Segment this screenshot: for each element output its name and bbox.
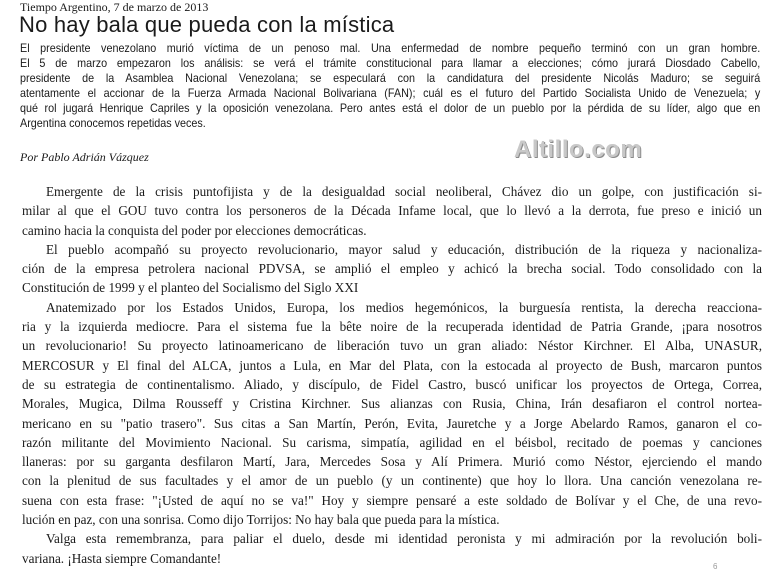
body-line: Valga esta remembranza, para paliar el duelo, desde mi identidad peronista y mi admiración por la revolución boli-	[46, 531, 762, 547]
body-line: llaneras: por su garganta desfilaron Martí, Jara, Mercedes Sosa y Alí Primera. Murió como Néstor, ejerciendo el mando	[22, 454, 762, 470]
article-title: No hay bala que pueda con la mística	[19, 12, 395, 37]
lede-line: El presidente venezolano murió víctima de un penoso mal. Una enfermedad de nombre pequeño terminó con un gran hombre.	[20, 42, 761, 55]
lede-line: atentamente el accionar de la Fuerza Armada Nacional Bolivariana (FAN); cuál es el futuro del Partido Socialista Unido de Venezuela; y	[20, 87, 761, 100]
body-line: ria y la izquierda mediocre. Para el sistema fue la bête noire de la recuperada identidad de Patria Grande, ¡para nosotros	[22, 319, 762, 335]
body-line: Constitución de 1999 y el planteo del Socialismo del Siglo XXI	[22, 280, 359, 296]
article-lede	[20, 41, 760, 131]
body-line: variana. ¡Hasta siempre Comandante!	[22, 550, 222, 566]
body-line: razón militante del Movimiento Nacional. Su carisma, simpatía, agilidad en el béisbol, recitado de poemas y canciones	[22, 434, 762, 450]
page-mark: 6	[713, 562, 718, 571]
body-line: lución en paz, con una sonrisa. Como dijo Torrijos: No hay bala que pueda para la mística.	[22, 512, 500, 528]
lede-line: Argentina conocemos repetidas veces.	[20, 117, 206, 130]
byline: Por Pablo Adrián Vázquez	[20, 150, 149, 164]
lede-line: qué rol jugará Henrique Capriles y la oposición venezolana. Pero antes está el dolor de un pueblo por la pérdida de su líder, algo que en	[20, 102, 761, 115]
body-line: un revolucionario! Su proyecto latinoamericano de liberación tuvo un gran aliado: Néstor Kirchner. El Alba, UNASUR,	[22, 338, 762, 354]
lede-line: El 5 de marzo empezaron los análisis: se verá el trámite constitucional para llamar a elecciones; cómo jurará Diosdado Cabello,	[20, 57, 761, 70]
body-line: camino hacia la conquista del poder por elecciones democráticas.	[22, 222, 367, 238]
body-line: de su estrategia de continentalismo. Aliado, y discípulo, de Fidel Castro, buscó unificar los proyectos de Ortega, Correa,	[22, 376, 762, 392]
body-line: ción de la empresa petrolera nacional PDVSA, se amplió el empleo y achicó la brecha social. Todo consolidado con la	[22, 261, 762, 277]
body-line: milar al que el GOU tuvo contra los personeros de la Década Infame local, que lo llevó a la derrota, fue preso e inició un	[22, 203, 762, 219]
body-line: MERCOSUR y El final del ALCA, juntos a Lula, en Mar del Plata, con la estocada al proyecto de Bush, marcaron puntos	[22, 357, 762, 373]
article-body	[22, 182, 762, 568]
body-line: con la plenitud de sus facultades y el amor de un pueblo (y un continente) que hoy lo llora. Una canción venezolana re-	[22, 473, 762, 489]
body-line: El pueblo acompañó su proyecto revolucionario, mayor salud y educación, distribución de la riqueza y nacionaliza-	[46, 241, 762, 257]
watermark-logo: Altillo.com	[514, 136, 643, 163]
source-dateline: Tiempo Argentino, 7 de marzo de 2013	[20, 0, 209, 14]
body-line: Emergente de la crisis puntofijista y de la desigualdad social neoliberal, Chávez dio un golpe, con justificación si-	[46, 184, 762, 199]
body-line: mericano en su "patio trasero". Sus citas a San Martín, Perón, Evita, Jauretche y a Jorge Abelardo Ramos, ganaron el co-	[22, 415, 762, 431]
lede-line: presidente de la Asamblea Nacional Venezolana; se especulará con la candidatura del presidente Nicolás Maduro; se seguirá	[20, 72, 761, 85]
body-line: Morales, Mugica, Dilma Rousseff y Cristina Kirchner. Sus alianzas con Rusia, China, Irán desafiaron el control nortea-	[22, 396, 762, 412]
body-line: suena con esta frase: "¡Usted de aquí no se va!" Hoy y siempre pensaré a este soldado de Bolívar y el Che, de una revo-	[22, 492, 762, 508]
body-line: Anatemizado por los Estados Unidos, Europa, los medios hegemónicos, la burguesía rentista, la derecha reacciona-	[46, 299, 762, 315]
